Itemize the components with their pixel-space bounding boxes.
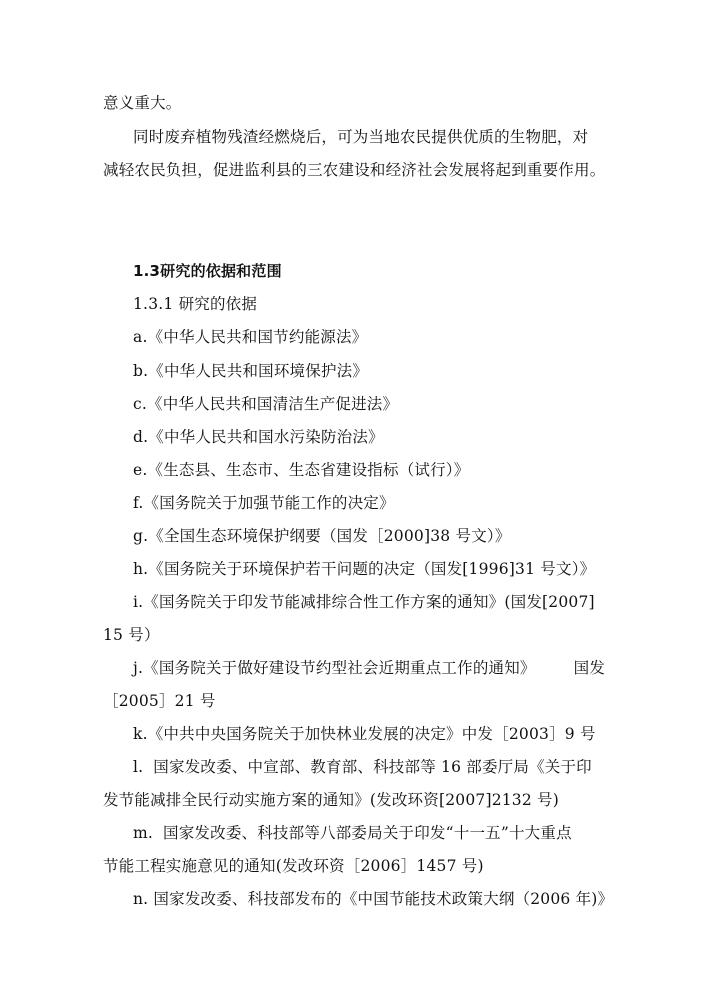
list-item-text: j.《国务院关于做好建设节约型社会近期重点工作的通知》 bbox=[133, 659, 536, 677]
paragraph-line: 同时废弃植物残渣经燃烧后，可为当地农民提供优质的生物肥，对 bbox=[133, 128, 589, 146]
paragraph-line: 减轻农民负担，促进监利县的三农建设和经济社会发展将起到重要作用。 bbox=[103, 161, 606, 179]
section-heading: 1.3研究的依据和范围 bbox=[133, 262, 282, 280]
paragraph-line: 意义重大。 bbox=[103, 94, 182, 112]
list-item-continuation: 发节能减排全民行动实施方案的通知》(发改环资[2007]2132 号) bbox=[103, 791, 560, 809]
list-item: c.《中华人民共和国清洁生产促进法》 bbox=[133, 395, 399, 413]
list-item: f.《国务院关于加强节能工作的决定》 bbox=[133, 494, 395, 512]
list-item-text: 国家发改委、科技部等八部委局关于印发“十一五”十大重点 bbox=[163, 824, 572, 842]
list-item bbox=[133, 757, 592, 777]
list-item-label: m. bbox=[133, 824, 154, 842]
list-item bbox=[133, 823, 572, 843]
list-item-text: 国家发改委、中宣部、教育部、科技部等 16 部委厅局《关于印 bbox=[153, 758, 592, 776]
list-item: h.《国务院关于环境保护若干问题的决定（国发[1996]31 号文）》 bbox=[133, 560, 596, 578]
list-item-continuation: ［2005］21 号 bbox=[103, 692, 216, 710]
list-item: e.《生态县、生态市、生态省建设指标（试行）》 bbox=[133, 461, 470, 479]
list-item: i.《国务院关于印发节能减排综合性工作方案的通知》(国发[2007] bbox=[133, 593, 595, 611]
list-item-continuation: 15 号） bbox=[103, 626, 160, 644]
list-item: a.《中华人民共和国节约能源法》 bbox=[133, 328, 368, 346]
list-item: k.《中共中央国务院关于加快林业发展的决定》中发［2003］9 号 bbox=[133, 725, 596, 743]
list-item: d.《中华人民共和国水污染防治法》 bbox=[133, 428, 384, 446]
list-item-text: 国发 bbox=[573, 659, 606, 677]
list-item-continuation: 节能工程实施意见的通知(发改环资［2006］1457 号) bbox=[103, 857, 484, 875]
list-item: g.《全国生态环境保护纲要（国发［2000]38 号文）》 bbox=[133, 527, 511, 545]
list-item: n. 国家发改委、科技部发布的《中国节能技术政策大纲（2006 年)》 bbox=[133, 890, 614, 908]
list-item: b.《中华人民共和国环境保护法》 bbox=[133, 362, 369, 380]
subsection-heading: 1.3.1 研究的依据 bbox=[133, 295, 258, 313]
list-item-label: l. bbox=[133, 758, 144, 776]
list-item bbox=[133, 658, 605, 678]
